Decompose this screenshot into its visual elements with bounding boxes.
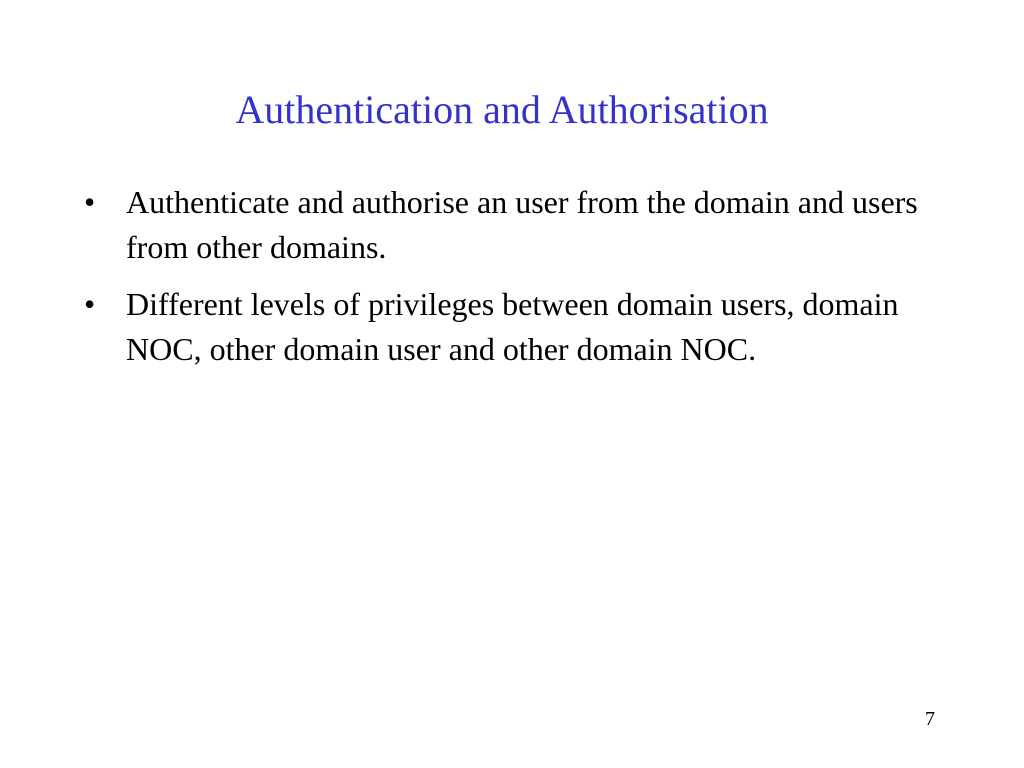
- bullet-list: [84, 180, 924, 384]
- slide-title: Authentication and Authorisation: [235, 87, 769, 132]
- bullet-icon: •: [84, 286, 96, 322]
- bullet-item: [84, 282, 924, 372]
- page-number: 7: [925, 708, 935, 730]
- bullet-item: [84, 180, 924, 270]
- bullet-text: Different levels of privileges between domain users, domain NOC, other domain user and other domain NOC.: [126, 286, 899, 367]
- bullet-icon: •: [84, 184, 96, 220]
- bullet-text: Authenticate and authorise an user from the domain and users from other domains.: [126, 184, 918, 265]
